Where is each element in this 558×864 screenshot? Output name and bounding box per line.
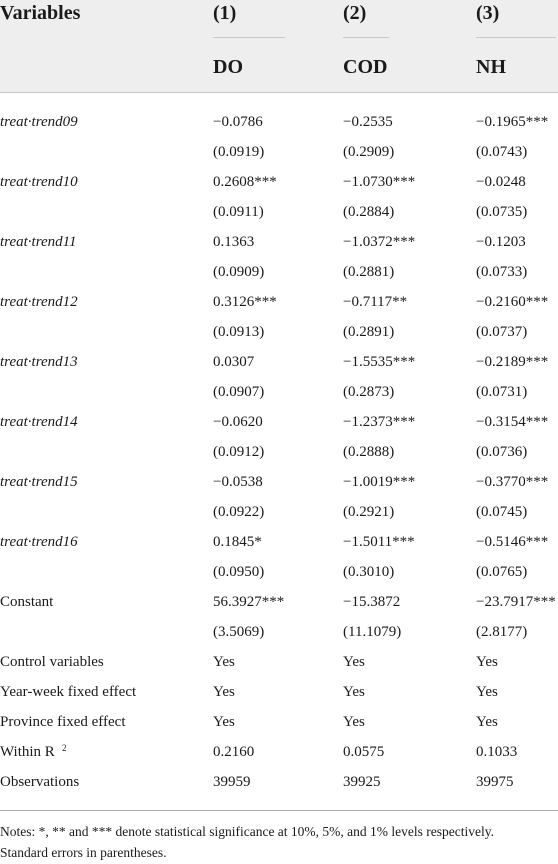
cell-value: −1.5011*** — [343, 534, 415, 550]
column-number-3: (3) — [476, 2, 500, 24]
variables-header: Variables — [0, 2, 81, 24]
column-name-3: NH — [476, 56, 506, 78]
cell-value: Yes — [213, 654, 235, 670]
cell-value: Yes — [476, 654, 498, 670]
cell-value: Yes — [476, 684, 498, 700]
cell-value: −0.5146*** — [476, 534, 549, 550]
cell-value: 39959 — [213, 774, 251, 790]
cell-value: −0.0786 — [213, 114, 263, 130]
cell-value: (0.0911) — [213, 204, 264, 220]
cell-value: −1.2373*** — [343, 414, 416, 430]
cell-value: (0.0912) — [213, 444, 265, 460]
row-label: treat·trend14 — [0, 414, 78, 430]
cell-value: −1.0730*** — [343, 174, 416, 190]
cell-value: Yes — [343, 654, 365, 670]
cell-value: Yes — [213, 684, 235, 700]
cell-value: (0.2873) — [343, 384, 395, 400]
cell-value: 0.3126*** — [213, 294, 277, 310]
cell-value: −1.5535*** — [343, 354, 416, 370]
table-row — [0, 319, 558, 349]
cell-value: (0.0735) — [476, 204, 528, 220]
column-name-1: DO — [213, 56, 243, 78]
table-row: Within R 2 0.2160 0.0575 0.1033 — [0, 743, 518, 760]
cell-value: (0.0765) — [476, 564, 528, 580]
cell-value: Yes — [476, 714, 498, 730]
cell-value: −0.1965*** — [476, 114, 549, 130]
row-label: treat·trend10 — [0, 174, 78, 190]
cell-value: (0.2921) — [343, 504, 395, 520]
cell-value: (0.0733) — [476, 264, 528, 280]
cell-value: −0.2189*** — [476, 354, 549, 370]
table-row — [0, 679, 558, 709]
notes-line-1: Notes: *, ** and *** denote statistical significance at 10%, 5%, and 1% levels respectively. — [0, 824, 494, 839]
cell-value: −0.3154*** — [476, 414, 549, 430]
table-row — [0, 199, 558, 229]
row-label: Within R — [0, 744, 55, 760]
cell-value: (0.0950) — [213, 564, 265, 580]
cell-value: (11.1079) — [343, 624, 402, 640]
cell-value: (0.0743) — [476, 144, 528, 160]
table-row — [0, 349, 558, 379]
cell-value: −1.0019*** — [343, 474, 416, 490]
row-label: Constant — [0, 594, 54, 610]
cell-value: Yes — [213, 714, 235, 730]
cell-value: Yes — [343, 684, 365, 700]
cell-value: (0.2888) — [343, 444, 395, 460]
notes-divider — [0, 810, 558, 811]
cell-value: −0.0248 — [476, 174, 526, 190]
cell-value: (3.5069) — [213, 624, 265, 640]
table-row — [0, 589, 558, 619]
cell-value: −0.1203 — [476, 234, 526, 250]
column-rule-1 — [213, 37, 285, 38]
row-label: treat·trend11 — [0, 234, 77, 250]
column-name-2: COD — [343, 56, 388, 78]
table-row — [0, 469, 558, 499]
cell-value: (0.0913) — [213, 324, 265, 340]
row-label: Year-week fixed effect — [0, 684, 137, 700]
cell-value: −0.3770*** — [476, 474, 549, 490]
cell-value: (0.0737) — [476, 324, 528, 340]
table-row — [0, 229, 558, 259]
cell-value: (0.0736) — [476, 444, 528, 460]
table-row — [0, 619, 558, 649]
cell-value: (0.0909) — [213, 264, 265, 280]
cell-value: 0.1845* — [213, 534, 262, 550]
table-row — [0, 649, 558, 679]
column-rule-3 — [476, 37, 556, 38]
cell-value: −0.7117** — [343, 294, 408, 310]
cell-value: (0.0731) — [476, 384, 528, 400]
cell-value: −1.0372*** — [343, 234, 416, 250]
row-label: Observations — [0, 774, 80, 790]
table-row — [0, 379, 558, 409]
cell-value: (0.3010) — [343, 564, 395, 580]
cell-value: 0.2160 — [213, 744, 255, 760]
table-row — [0, 259, 558, 289]
cell-value: 56.3927*** — [213, 594, 285, 610]
table-row — [0, 529, 558, 559]
cell-value: Yes — [343, 714, 365, 730]
cell-value: (0.0919) — [213, 144, 265, 160]
notes-line-2: Standard errors in parentheses. — [0, 845, 167, 860]
table-row — [0, 139, 558, 169]
cell-value: −0.2535 — [343, 114, 393, 130]
table-row — [0, 439, 558, 469]
cell-value: 0.0575 — [343, 744, 385, 760]
row-label: treat·trend12 — [0, 294, 78, 310]
row-label: treat·trend13 — [0, 354, 78, 370]
table-row — [0, 499, 558, 529]
table-row — [0, 409, 558, 439]
table-row — [0, 709, 558, 739]
cell-value: 39925 — [343, 774, 381, 790]
cell-value: −0.2160*** — [476, 294, 549, 310]
table-row — [0, 169, 558, 199]
column-number-1: (1) — [213, 2, 237, 24]
row-label: Control variables — [0, 654, 104, 670]
cell-value: (0.0907) — [213, 384, 265, 400]
cell-value: (0.2884) — [343, 204, 395, 220]
table-notes — [0, 821, 555, 863]
table-body — [0, 93, 558, 799]
cell-value: 0.2608*** — [213, 174, 277, 190]
cell-value: (0.0922) — [213, 504, 265, 520]
cell-value: −23.7917*** — [476, 594, 556, 610]
cell-value: (2.8177) — [476, 624, 528, 640]
cell-value: (0.0745) — [476, 504, 528, 520]
cell-value: (0.2909) — [343, 144, 395, 160]
table-row — [0, 109, 558, 139]
cell-value: 0.1033 — [476, 744, 518, 760]
column-number-2: (2) — [343, 2, 367, 24]
cell-value: (0.2881) — [343, 264, 395, 280]
cell-value: −15.3872 — [343, 594, 401, 610]
row-label: Province fixed effect — [0, 714, 126, 730]
cell-value: −0.0620 — [213, 414, 263, 430]
table-row — [0, 289, 558, 319]
row-label: treat·trend09 — [0, 114, 78, 130]
cell-value: 39975 — [476, 774, 514, 790]
cell-value: 0.1363 — [213, 234, 255, 250]
cell-value: −0.0538 — [213, 474, 263, 490]
table-row — [0, 769, 558, 799]
table-header — [0, 0, 558, 92]
cell-value: 0.0307 — [213, 354, 255, 370]
column-rule-2 — [343, 37, 389, 38]
row-label: treat·trend16 — [0, 534, 78, 550]
row-label: treat·trend15 — [0, 474, 78, 490]
table-row — [0, 559, 558, 589]
cell-value: (0.2891) — [343, 324, 395, 340]
